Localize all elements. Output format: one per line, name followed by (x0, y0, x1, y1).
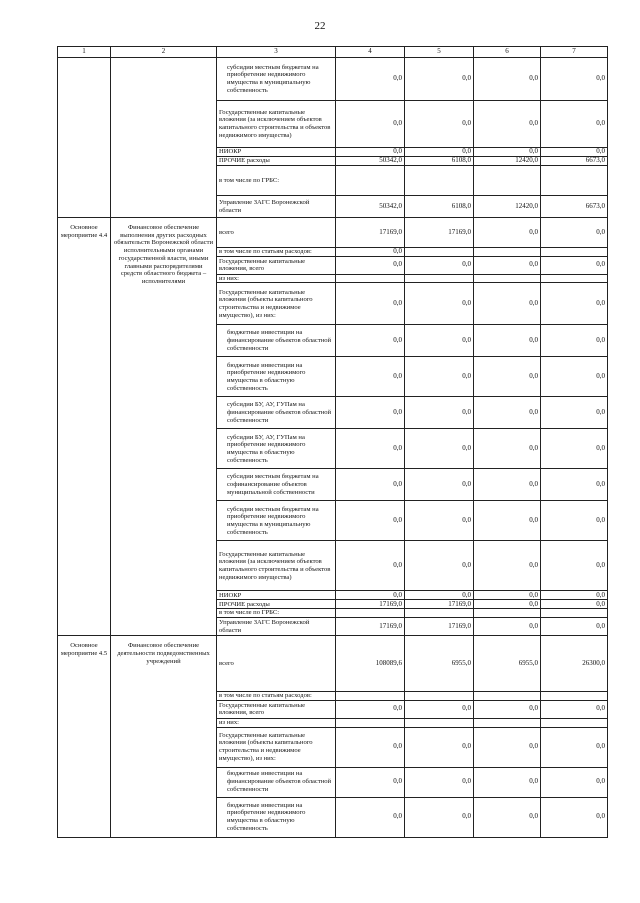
value-cell: 12420,0 (474, 157, 541, 166)
value-cell (405, 248, 474, 257)
header-cell: 6 (474, 47, 541, 58)
value-cell: 0,0 (336, 283, 405, 325)
value-cell: 0,0 (541, 501, 608, 541)
value-cell: 0,0 (474, 101, 541, 148)
value-cell: 108089,6 (336, 636, 405, 692)
value-cell (474, 692, 541, 701)
value-cell: 0,0 (405, 58, 474, 101)
value-cell: 6108,0 (405, 157, 474, 166)
value-cell: 0,0 (541, 767, 608, 797)
activity-code-cell: Основное мероприятие 4.5 (58, 636, 111, 837)
expense-label-cell: НИОКР (217, 148, 336, 157)
value-cell: 0,0 (405, 700, 474, 718)
expense-label-cell: из них: (217, 718, 336, 727)
value-cell: 0,0 (336, 248, 405, 257)
table-row (58, 58, 608, 101)
header-cell: 4 (336, 47, 405, 58)
value-cell: 0,0 (405, 767, 474, 797)
activity-code-cell: Основное мероприятие 4.4 (58, 218, 111, 636)
value-cell (541, 692, 608, 701)
expense-label-cell: в том числе по статьям расходов: (217, 692, 336, 701)
value-cell: 0,0 (405, 591, 474, 600)
value-cell: 0,0 (474, 797, 541, 837)
value-cell (405, 718, 474, 727)
value-cell: 26300,0 (541, 636, 608, 692)
table-row (58, 218, 608, 248)
value-cell: 0,0 (541, 600, 608, 609)
expense-label-cell: в том числе по ГРБС: (217, 166, 336, 196)
value-cell: 0,0 (541, 283, 608, 325)
value-cell (474, 274, 541, 283)
value-cell: 17169,0 (336, 600, 405, 609)
expense-label-cell: в том числе по ГРБС: (217, 609, 336, 618)
value-cell: 0,0 (541, 397, 608, 429)
value-cell: 6955,0 (474, 636, 541, 692)
value-cell: 17169,0 (405, 600, 474, 609)
value-cell: 0,0 (474, 397, 541, 429)
header-cell: 5 (405, 47, 474, 58)
value-cell: 0,0 (405, 541, 474, 591)
value-cell: 0,0 (474, 357, 541, 397)
value-cell: 0,0 (474, 429, 541, 469)
value-cell: 0,0 (336, 357, 405, 397)
value-cell (405, 692, 474, 701)
expense-label-cell: Государственные капитальные вложения (за исключением объектов капитального строительства и объектов недвижимого имущества) (217, 541, 336, 591)
value-cell (336, 166, 405, 196)
value-cell: 0,0 (405, 357, 474, 397)
value-cell: 0,0 (541, 700, 608, 718)
value-cell: 0,0 (541, 797, 608, 837)
value-cell: 0,0 (336, 469, 405, 501)
activity-name-cell (111, 58, 217, 218)
value-cell: 0,0 (474, 256, 541, 274)
activity-name-cell: Финансовое обеспечение деятельности подведомственных учреждений (111, 636, 217, 837)
value-cell: 6955,0 (405, 636, 474, 692)
value-cell (474, 609, 541, 618)
value-cell: 0,0 (336, 58, 405, 101)
expense-label-cell: субсидии БУ, АУ, ГУПам на финансирование объектов областной собственности (217, 397, 336, 429)
value-cell: 0,0 (336, 727, 405, 767)
value-cell: 0,0 (541, 218, 608, 248)
value-cell: 0,0 (541, 429, 608, 469)
value-cell: 0,0 (474, 767, 541, 797)
value-cell (541, 166, 608, 196)
value-cell: 0,0 (474, 618, 541, 636)
value-cell: 0,0 (474, 218, 541, 248)
value-cell: 0,0 (541, 148, 608, 157)
value-cell: 6673,0 (541, 157, 608, 166)
value-cell: 0,0 (405, 283, 474, 325)
value-cell: 0,0 (336, 325, 405, 357)
expense-label-cell: бюджетные инвестиции на финансирование объектов областной собственности (217, 325, 336, 357)
value-cell: 0,0 (541, 357, 608, 397)
value-cell: 0,0 (336, 700, 405, 718)
value-cell (474, 166, 541, 196)
value-cell: 0,0 (405, 397, 474, 429)
value-cell: 0,0 (541, 256, 608, 274)
expense-label-cell: всего (217, 636, 336, 692)
expense-label-cell: бюджетные инвестиции на приобретение недвижимого имущества в областную собственность (217, 797, 336, 837)
value-cell (336, 692, 405, 701)
value-cell: 12420,0 (474, 196, 541, 218)
expense-label-cell: бюджетные инвестиции на финансирование объектов областной собственности (217, 767, 336, 797)
value-cell: 0,0 (405, 256, 474, 274)
value-cell: 0,0 (541, 58, 608, 101)
value-cell: 0,0 (405, 469, 474, 501)
value-cell: 0,0 (405, 101, 474, 148)
value-cell: 17169,0 (336, 218, 405, 248)
expense-label-cell: ПРОЧИЕ расходы (217, 600, 336, 609)
value-cell (474, 248, 541, 257)
value-cell (541, 718, 608, 727)
value-cell: 0,0 (405, 727, 474, 767)
expense-label-cell: из них: (217, 274, 336, 283)
value-cell: 50342,0 (336, 157, 405, 166)
value-cell: 6108,0 (405, 196, 474, 218)
value-cell: 0,0 (541, 591, 608, 600)
value-cell (405, 609, 474, 618)
expense-label-cell: Государственные капитальные вложения (за исключением объектов капитального строительства и объектов недвижимого имущества) (217, 101, 336, 148)
page-number: 22 (314, 20, 326, 32)
header-cell: 1 (58, 47, 111, 58)
value-cell (336, 274, 405, 283)
value-cell: 0,0 (474, 700, 541, 718)
header-cell: 3 (217, 47, 336, 58)
value-cell (405, 166, 474, 196)
value-cell (336, 718, 405, 727)
value-cell: 17169,0 (405, 218, 474, 248)
expense-label-cell: бюджетные инвестиции на приобретение недвижимого имущества в областную собственность (217, 357, 336, 397)
value-cell: 0,0 (405, 797, 474, 837)
header-cell: 7 (541, 47, 608, 58)
value-cell: 0,0 (474, 148, 541, 157)
value-cell (541, 248, 608, 257)
expense-label-cell: Государственные капитальные вложения, всего (217, 256, 336, 274)
value-cell: 6673,0 (541, 196, 608, 218)
value-cell (541, 609, 608, 618)
value-cell: 0,0 (474, 58, 541, 101)
value-cell: 0,0 (405, 429, 474, 469)
value-cell: 0,0 (541, 727, 608, 767)
value-cell: 0,0 (541, 469, 608, 501)
value-cell: 0,0 (541, 541, 608, 591)
value-cell (336, 609, 405, 618)
value-cell: 17169,0 (336, 618, 405, 636)
value-cell: 0,0 (474, 283, 541, 325)
expense-label-cell: Управление ЗАГС Воронежской области (217, 618, 336, 636)
activity-code-cell (58, 58, 111, 218)
value-cell: 0,0 (474, 501, 541, 541)
value-cell: 0,0 (336, 501, 405, 541)
value-cell: 0,0 (541, 101, 608, 148)
value-cell: 0,0 (405, 501, 474, 541)
expense-label-cell: НИОКР (217, 591, 336, 600)
expense-label-cell: Государственные капитальные вложения (объекты капитального строительства и недвижимое имущество), из них: (217, 727, 336, 767)
value-cell: 17169,0 (405, 618, 474, 636)
value-cell: 0,0 (336, 767, 405, 797)
value-cell: 0,0 (405, 148, 474, 157)
expense-label-cell: субсидии местным бюджетам на приобретение недвижимого имущества в муниципальную собственность (217, 501, 336, 541)
value-cell: 0,0 (474, 600, 541, 609)
value-cell: 0,0 (474, 469, 541, 501)
expense-label-cell: субсидии БУ, АУ, ГУПам на приобретение недвижимого имущества в областную собственность (217, 429, 336, 469)
activity-name-cell: Финансовое обеспечение выполнения других расходных обязательств Воронежской области исполнительными органами государственной власти, иными главными распорядителями средств областного бюджета – исполнителями (111, 218, 217, 636)
expense-label-cell: Государственные капитальные вложения (объекты капитального строительства и недвижимое имущество), из них: (217, 283, 336, 325)
expense-label-cell: субсидии местным бюджетам на приобретение недвижимого имущества в муниципальную собственность (217, 58, 336, 101)
value-cell: 0,0 (405, 325, 474, 357)
expense-label-cell: ПРОЧИЕ расходы (217, 157, 336, 166)
header-row (58, 47, 608, 58)
value-cell: 0,0 (474, 591, 541, 600)
value-cell: 0,0 (336, 101, 405, 148)
value-cell: 0,0 (336, 256, 405, 274)
value-cell (541, 274, 608, 283)
value-cell: 0,0 (474, 325, 541, 357)
header-cell: 2 (111, 47, 217, 58)
value-cell: 0,0 (336, 429, 405, 469)
value-cell: 0,0 (336, 148, 405, 157)
value-cell (405, 274, 474, 283)
value-cell (474, 718, 541, 727)
expense-label-cell: в том числе по статьям расходов: (217, 248, 336, 257)
value-cell: 0,0 (541, 325, 608, 357)
value-cell: 50342,0 (336, 196, 405, 218)
value-cell: 0,0 (474, 727, 541, 767)
table-row (58, 636, 608, 692)
value-cell: 0,0 (336, 397, 405, 429)
expense-label-cell: Государственные капитальные вложения, всего (217, 700, 336, 718)
value-cell: 0,0 (336, 541, 405, 591)
value-cell: 0,0 (474, 541, 541, 591)
budget-table (57, 46, 608, 838)
expense-label-cell: Управление ЗАГС Воронежской области (217, 196, 336, 218)
value-cell: 0,0 (336, 797, 405, 837)
expense-label-cell: всего (217, 218, 336, 248)
value-cell: 0,0 (336, 591, 405, 600)
expense-label-cell: субсидии местным бюджетам на софинансирование объектов муниципальной собственности (217, 469, 336, 501)
value-cell: 0,0 (541, 618, 608, 636)
